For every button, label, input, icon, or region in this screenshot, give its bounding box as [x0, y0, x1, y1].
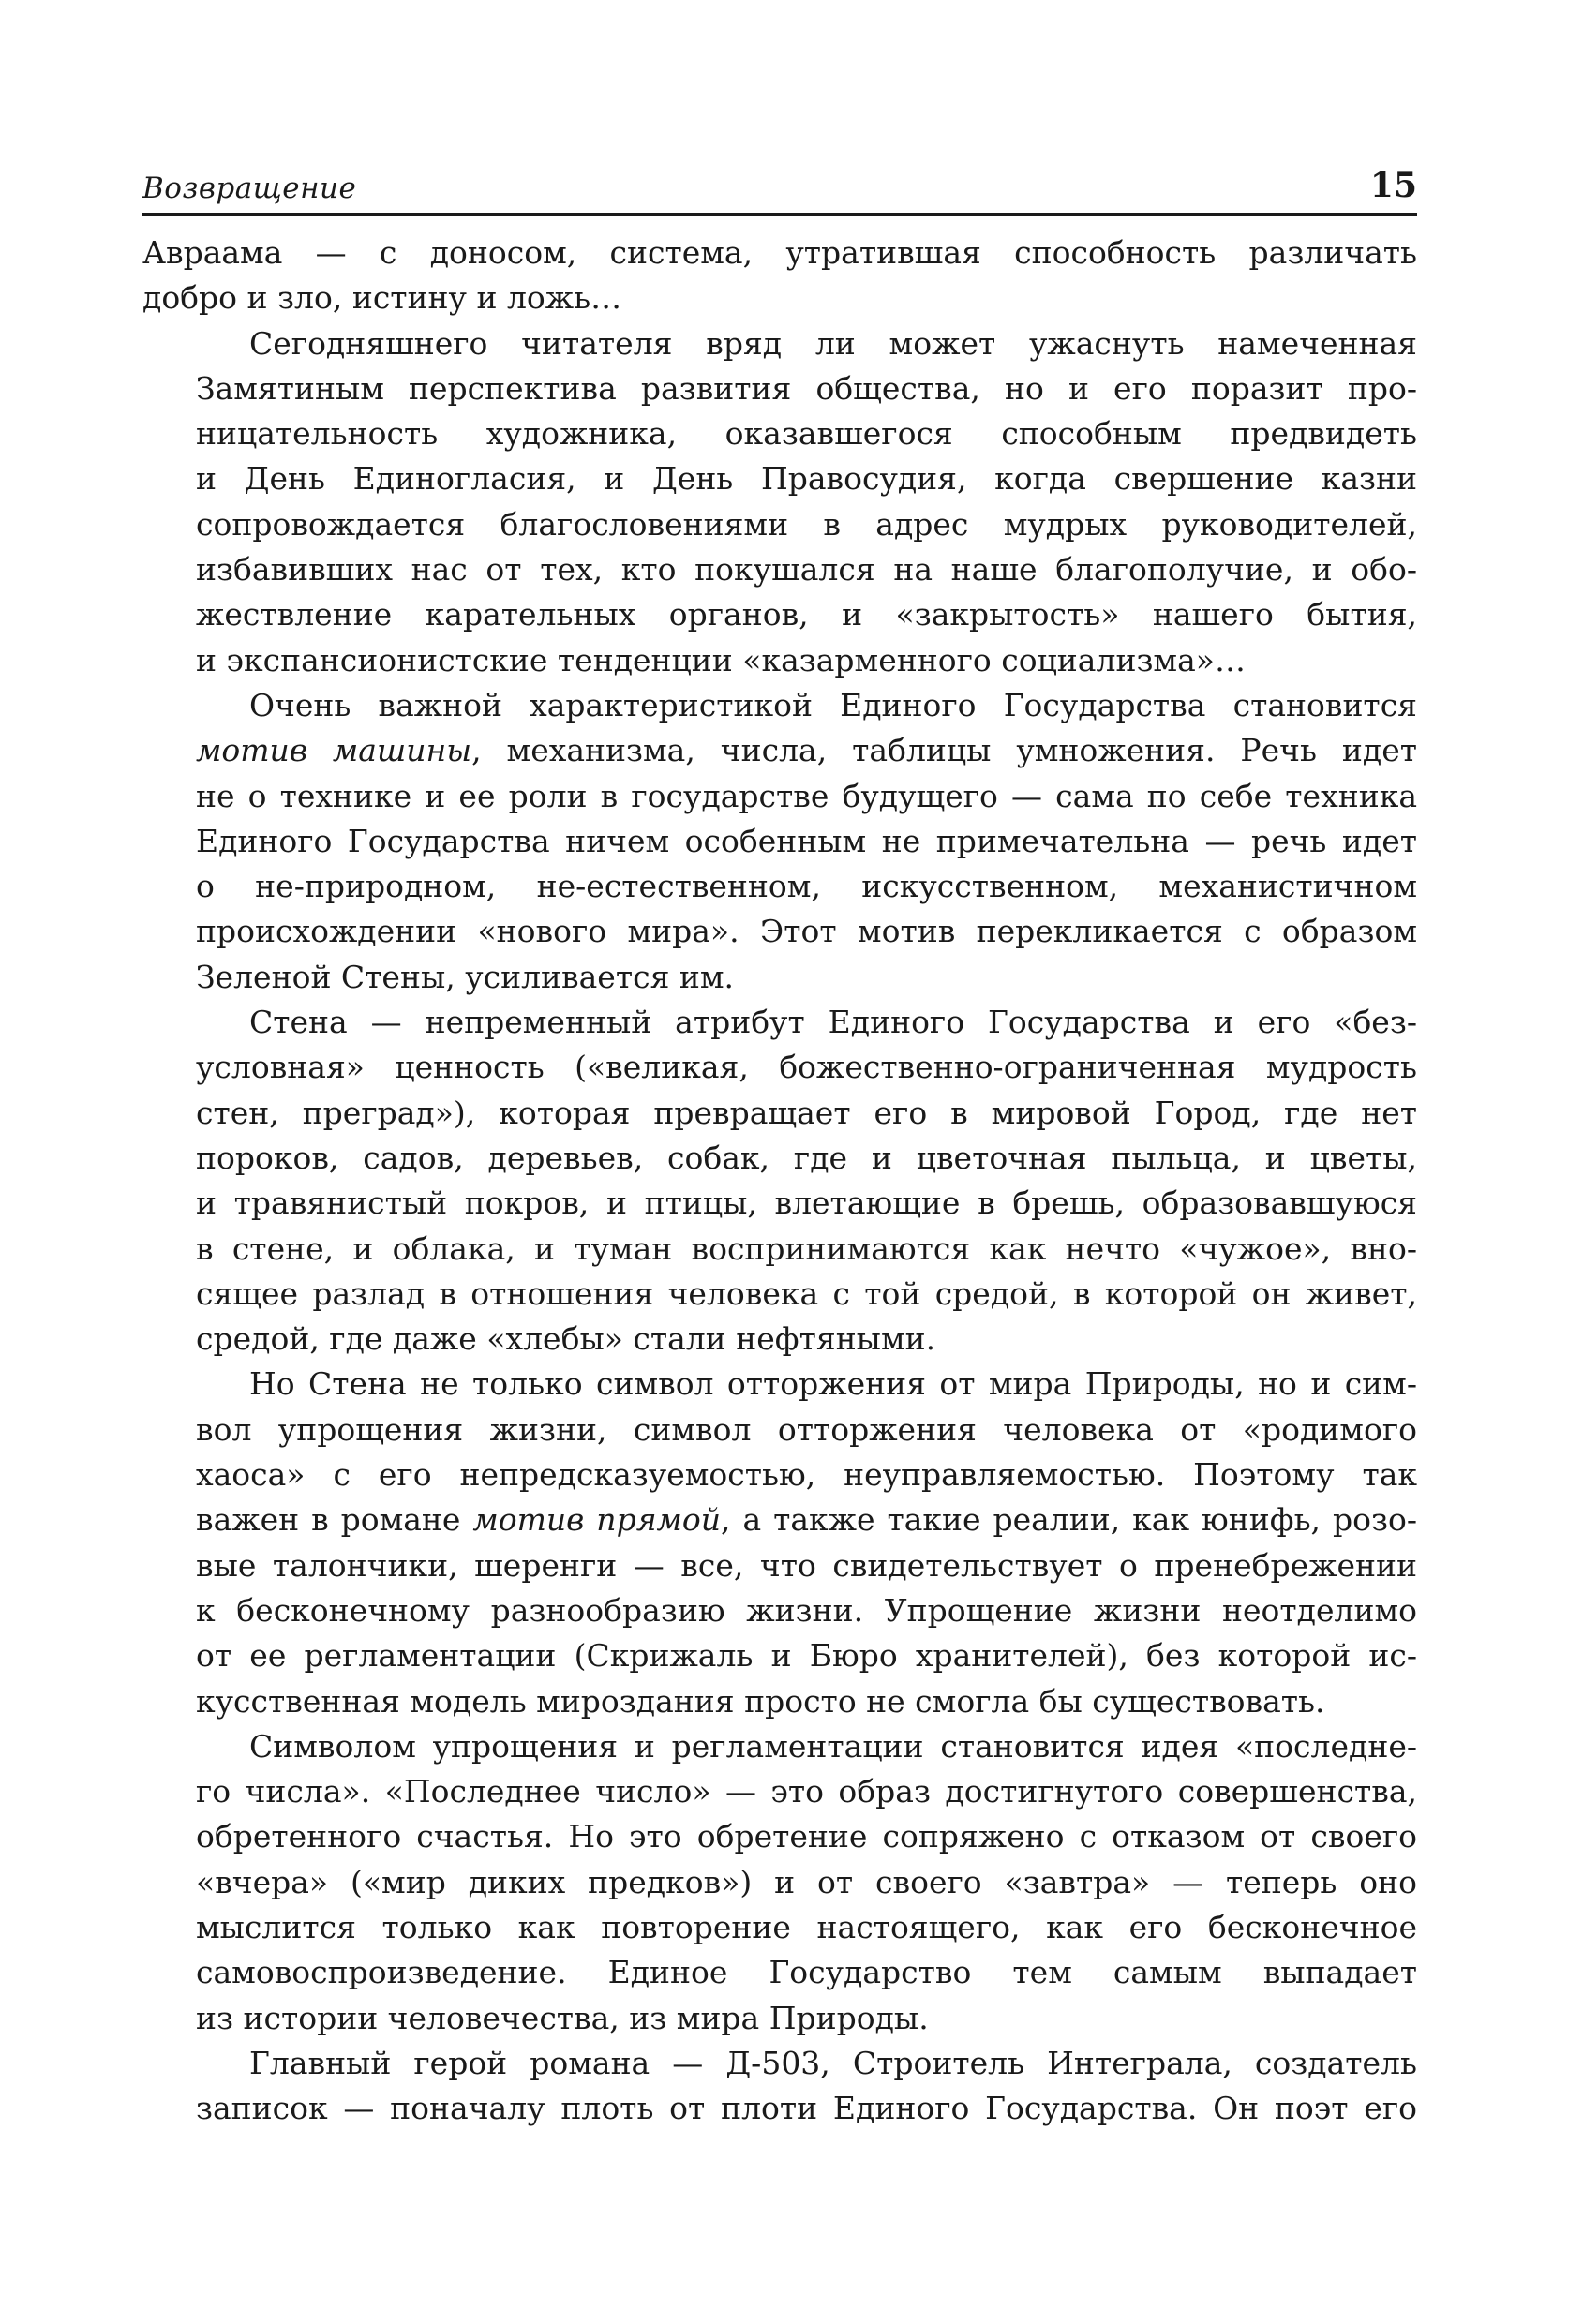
- text-line: [142, 819, 1417, 864]
- paragraph: [142, 1724, 1417, 2041]
- text-line: сопровождается благословениями в адрес мудрых руководителей,: [196, 505, 1417, 543]
- text-line: Стена — непременный атрибут Единого Государства и его «без-: [249, 1004, 1417, 1041]
- paragraph: [142, 683, 1417, 1000]
- text-line: и травянистый покров, и птицы, влетающие в брешь, образовавшуюся: [196, 1184, 1417, 1222]
- book-page: [142, 155, 1417, 2131]
- text-line: самовоспроизведение. Единое Государство тем самым выпадает: [196, 1954, 1417, 1991]
- paragraph: [142, 2041, 1417, 2132]
- text-line: средой, где даже «хлебы» стали нефтяными.: [196, 1320, 936, 1358]
- page-number: 15: [1369, 166, 1417, 205]
- body-text: [142, 231, 1417, 2131]
- text-line: «вчера» («мир диких предков») и от своего «завтра» — теперь оно: [196, 1863, 1417, 1900]
- text-line: избавивших нас от тех, кто покушался на наше благополучие, и обо-: [196, 551, 1417, 588]
- text-line: и экспансионистские тенденции «казарменного социализма»…: [196, 641, 1246, 678]
- text-line: [142, 1633, 1417, 1678]
- text-line: [142, 1497, 1417, 1542]
- text-line: [142, 774, 1417, 819]
- paragraph: [142, 1362, 1417, 1723]
- text-line: из истории человечества, из мира Природы.: [196, 1999, 929, 2036]
- text-line: в стене, и облака, и туман воспринимаются как нечто «чужое», вно-: [196, 1229, 1417, 1267]
- text-segment: кусственная модель мироздания просто не смогла бы существовать.: [196, 1682, 1325, 1720]
- paragraph: [142, 231, 1417, 321]
- text-segment: Очень важной характеристикой Единого Государства становится: [249, 686, 1417, 723]
- text-segment: не о технике и ее роли в государстве будущего — сама по себе техника: [196, 777, 1417, 814]
- text-line: условная» ценность («великая, божественно-ограниченная мудрость: [196, 1049, 1417, 1086]
- text-line: ницательность художника, оказавшегося способным предвидеть: [196, 415, 1417, 453]
- text-line: Символом упрощения и регламентации становится идея «последне-: [249, 1727, 1417, 1765]
- text-segment: от ее регламентации (Скрижаль и Бюро хранителей), без которой ис-: [196, 1637, 1417, 1675]
- text-line: [142, 1362, 1417, 1407]
- text-segment: , а также такие реалии, как юнифь, розо-: [721, 1501, 1417, 1539]
- text-line: сящее разлад в отношения человека с той средой, в которой он живет,: [196, 1274, 1417, 1312]
- running-title: Возвращение: [142, 171, 357, 205]
- text-line: [142, 728, 1417, 773]
- text-line: [142, 683, 1417, 728]
- paragraph: [142, 321, 1417, 683]
- text-line: [142, 955, 1417, 1000]
- text-segment: , механизма, числа, таблицы умножения. Речь идет: [471, 732, 1417, 769]
- text-line: [142, 864, 1417, 909]
- text-segment: происхождении «нового мира». Этот мотив перекликается с образом: [196, 913, 1417, 950]
- text-line: добро и зло, истину и ложь…: [142, 279, 622, 317]
- text-line: [142, 1679, 1417, 1724]
- italic-phrase: мотив машины: [196, 732, 472, 769]
- text-segment: Единого Государства ничем особенным не примечательна — речь идет: [196, 822, 1417, 859]
- running-head: [142, 155, 1417, 216]
- text-line: Замятиным перспектива развития общества, но и его поразит про-: [196, 369, 1417, 407]
- text-line: стен, преград»), которая превращает его в мировой Город, где нет: [196, 1094, 1417, 1131]
- paragraph: [142, 1000, 1417, 1362]
- text-line: пороков, садов, деревьев, собак, где и цветочная пыльца, и цветы,: [196, 1139, 1417, 1176]
- text-line: Сегодняшнего читателя вряд ли может ужаснуть намеченная: [249, 324, 1417, 362]
- text-line: [142, 1543, 1417, 1588]
- text-line: [142, 1452, 1417, 1497]
- text-line: Главный герой романа — Д-503, Строитель Интеграла, создатель: [249, 2044, 1417, 2081]
- text-segment: к бесконечному разнообразию жизни. Упрощение жизни неотделимо: [196, 1591, 1417, 1629]
- text-line: [142, 909, 1417, 954]
- text-line: Авраама — с доносом, система, утратившая способность различать: [142, 234, 1417, 271]
- text-segment: вол упрощения жизни, символ отторжения человека от «родимого: [196, 1410, 1417, 1448]
- text-line: и День Единогласия, и День Правосудия, когда свершение казни: [196, 460, 1417, 498]
- text-line: [142, 1408, 1417, 1452]
- text-line: [142, 1588, 1417, 1633]
- text-segment: важен в романе: [196, 1501, 473, 1539]
- text-segment: о не-природном, не-естественном, искусственном, механистичном: [196, 868, 1417, 905]
- text-line: записок — поначалу плоть от плоти Единого Государства. Он поэт его: [196, 2090, 1417, 2127]
- text-line: обретенного счастья. Но это обретение сопряжено с отказом от своего: [196, 1818, 1417, 1855]
- text-line: жествление карательных органов, и «закрытость» нашего бытия,: [196, 596, 1417, 633]
- text-segment: вые талончики, шеренги — все, что свидетельствует о пренебрежении: [196, 1546, 1417, 1584]
- text-segment: хаоса» с его непредсказуемостью, неуправляемостью. Поэтому так: [196, 1456, 1417, 1494]
- text-segment: Но Стена не только символ отторжения от мира Природы, но и сим-: [249, 1365, 1417, 1403]
- italic-phrase: мотив прямой: [472, 1501, 722, 1539]
- text-segment: Зеленой Стены, усиливается им.: [196, 958, 735, 995]
- text-line: го числа». «Последнее число» — это образ достигнутого совершенства,: [196, 1773, 1417, 1810]
- text-line: мыслится только как повторение настоящего, как его бесконечное: [196, 1908, 1417, 1945]
